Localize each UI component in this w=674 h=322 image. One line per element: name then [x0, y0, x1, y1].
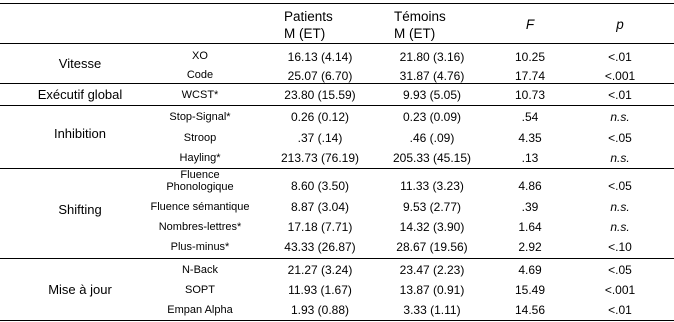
top-rule: [0, 3, 674, 4]
temoins-value: 9.93 (5.05): [402, 88, 462, 102]
group-label: Exécutif global: [37, 87, 123, 102]
test-label: SOPT: [185, 284, 215, 296]
p-value: <.01: [608, 88, 632, 102]
patients-value: 213.73 (76.19): [280, 151, 360, 165]
p-value: <.05: [608, 131, 632, 145]
patients-value: 23.80 (15.59): [284, 88, 356, 102]
temoins-value: 28.67 (19.56): [396, 240, 468, 254]
test-label: Plus-minus*: [170, 241, 230, 253]
header-patients: Patients: [284, 9, 333, 24]
p-value: <.001: [604, 69, 636, 83]
f-value: 14.56: [514, 303, 546, 317]
group-rule: [0, 83, 674, 84]
test-label: Fluence: [180, 169, 220, 181]
test-label: Stroop: [183, 132, 217, 144]
p-value: <.01: [608, 303, 632, 317]
p-value: <.05: [608, 179, 632, 193]
temoins-value: 23.47 (2.23): [399, 263, 465, 277]
f-value: 17.74: [514, 69, 546, 83]
patients-value: 8.60 (3.50): [290, 179, 350, 193]
test-label: Fluence sémantique: [150, 201, 250, 213]
patients-value: 11.93 (1.67): [288, 283, 352, 297]
f-value: 4.35: [518, 131, 542, 145]
test-label: Code: [186, 69, 214, 81]
test-label: Empan Alpha: [167, 304, 233, 316]
f-value: 10.25: [514, 50, 546, 64]
header-f: F: [525, 17, 535, 32]
f-value: 4.69: [518, 263, 542, 277]
temoins-value: 13.87 (0.91): [399, 283, 465, 297]
patients-value: 43.33 (26.87): [284, 240, 356, 254]
group-label: Mise à jour: [48, 282, 112, 297]
f-value: 4.86: [518, 179, 542, 193]
temoins-value: 21.80 (3.16): [399, 50, 465, 64]
patients-value: 0.26 (0.12): [290, 110, 350, 124]
group-label: Shifting: [58, 202, 102, 217]
p-value: <.01: [608, 50, 632, 64]
header-temoins: Témoins: [394, 9, 446, 24]
temoins-value: 0.23 (0.09): [402, 110, 462, 124]
bottom-rule: [0, 320, 674, 321]
patients-value: .37 (.14): [297, 131, 343, 145]
group-label: Inhibition: [53, 126, 107, 141]
p-value: n.s.: [610, 220, 630, 234]
group-rule: [0, 168, 674, 169]
f-value: 2.92: [518, 240, 542, 254]
header-temoins-stat: M (ET): [394, 26, 436, 41]
temoins-value: .46 (.09): [409, 131, 455, 145]
patients-value: 1.93 (0.88): [290, 303, 350, 317]
temoins-value: 14.32 (3.90): [399, 220, 465, 234]
test-label: WCST*: [181, 89, 219, 101]
p-value: n.s.: [610, 110, 630, 124]
test-label-line2: Phonologique: [166, 181, 234, 193]
temoins-value: 205.33 (45.15): [392, 151, 472, 165]
temoins-value: 11.33 (3.23): [400, 179, 464, 193]
f-value: 10.73: [514, 88, 546, 102]
group-rule: [0, 258, 674, 259]
header-rule: [0, 43, 674, 44]
temoins-value: 31.87 (4.76): [399, 69, 465, 83]
patients-value: 16.13 (4.14): [287, 50, 353, 64]
f-value: .39: [521, 200, 539, 214]
p-value: <.10: [608, 240, 632, 254]
f-value: 1.64: [518, 220, 542, 234]
patients-value: 8.87 (3.04): [290, 200, 350, 214]
test-label: Nombres-lettres*: [158, 221, 242, 233]
header-p: p: [616, 17, 624, 32]
group-label: Vitesse: [58, 56, 102, 71]
p-value: <.001: [604, 283, 636, 297]
temoins-value: 9.53 (2.77): [402, 200, 462, 214]
patients-value: 25.07 (6.70): [287, 69, 353, 83]
temoins-value: 3.33 (1.11): [403, 303, 461, 317]
f-value: 15.49: [514, 283, 546, 297]
test-label: N-Back: [181, 264, 219, 276]
test-label: Stop-Signal*: [169, 111, 231, 123]
test-label: Hayling*: [179, 152, 221, 164]
header-patients-stat: M (ET): [284, 26, 326, 41]
p-value: n.s.: [610, 151, 630, 165]
p-value: <.05: [608, 263, 632, 277]
patients-value: 21.27 (3.24): [287, 263, 353, 277]
f-value: .54: [521, 110, 539, 124]
p-value: n.s.: [610, 200, 630, 214]
patients-value: 17.18 (7.71): [287, 220, 353, 234]
group-rule: [0, 105, 674, 106]
f-value: .13: [521, 151, 539, 165]
test-label: XO: [192, 50, 208, 62]
